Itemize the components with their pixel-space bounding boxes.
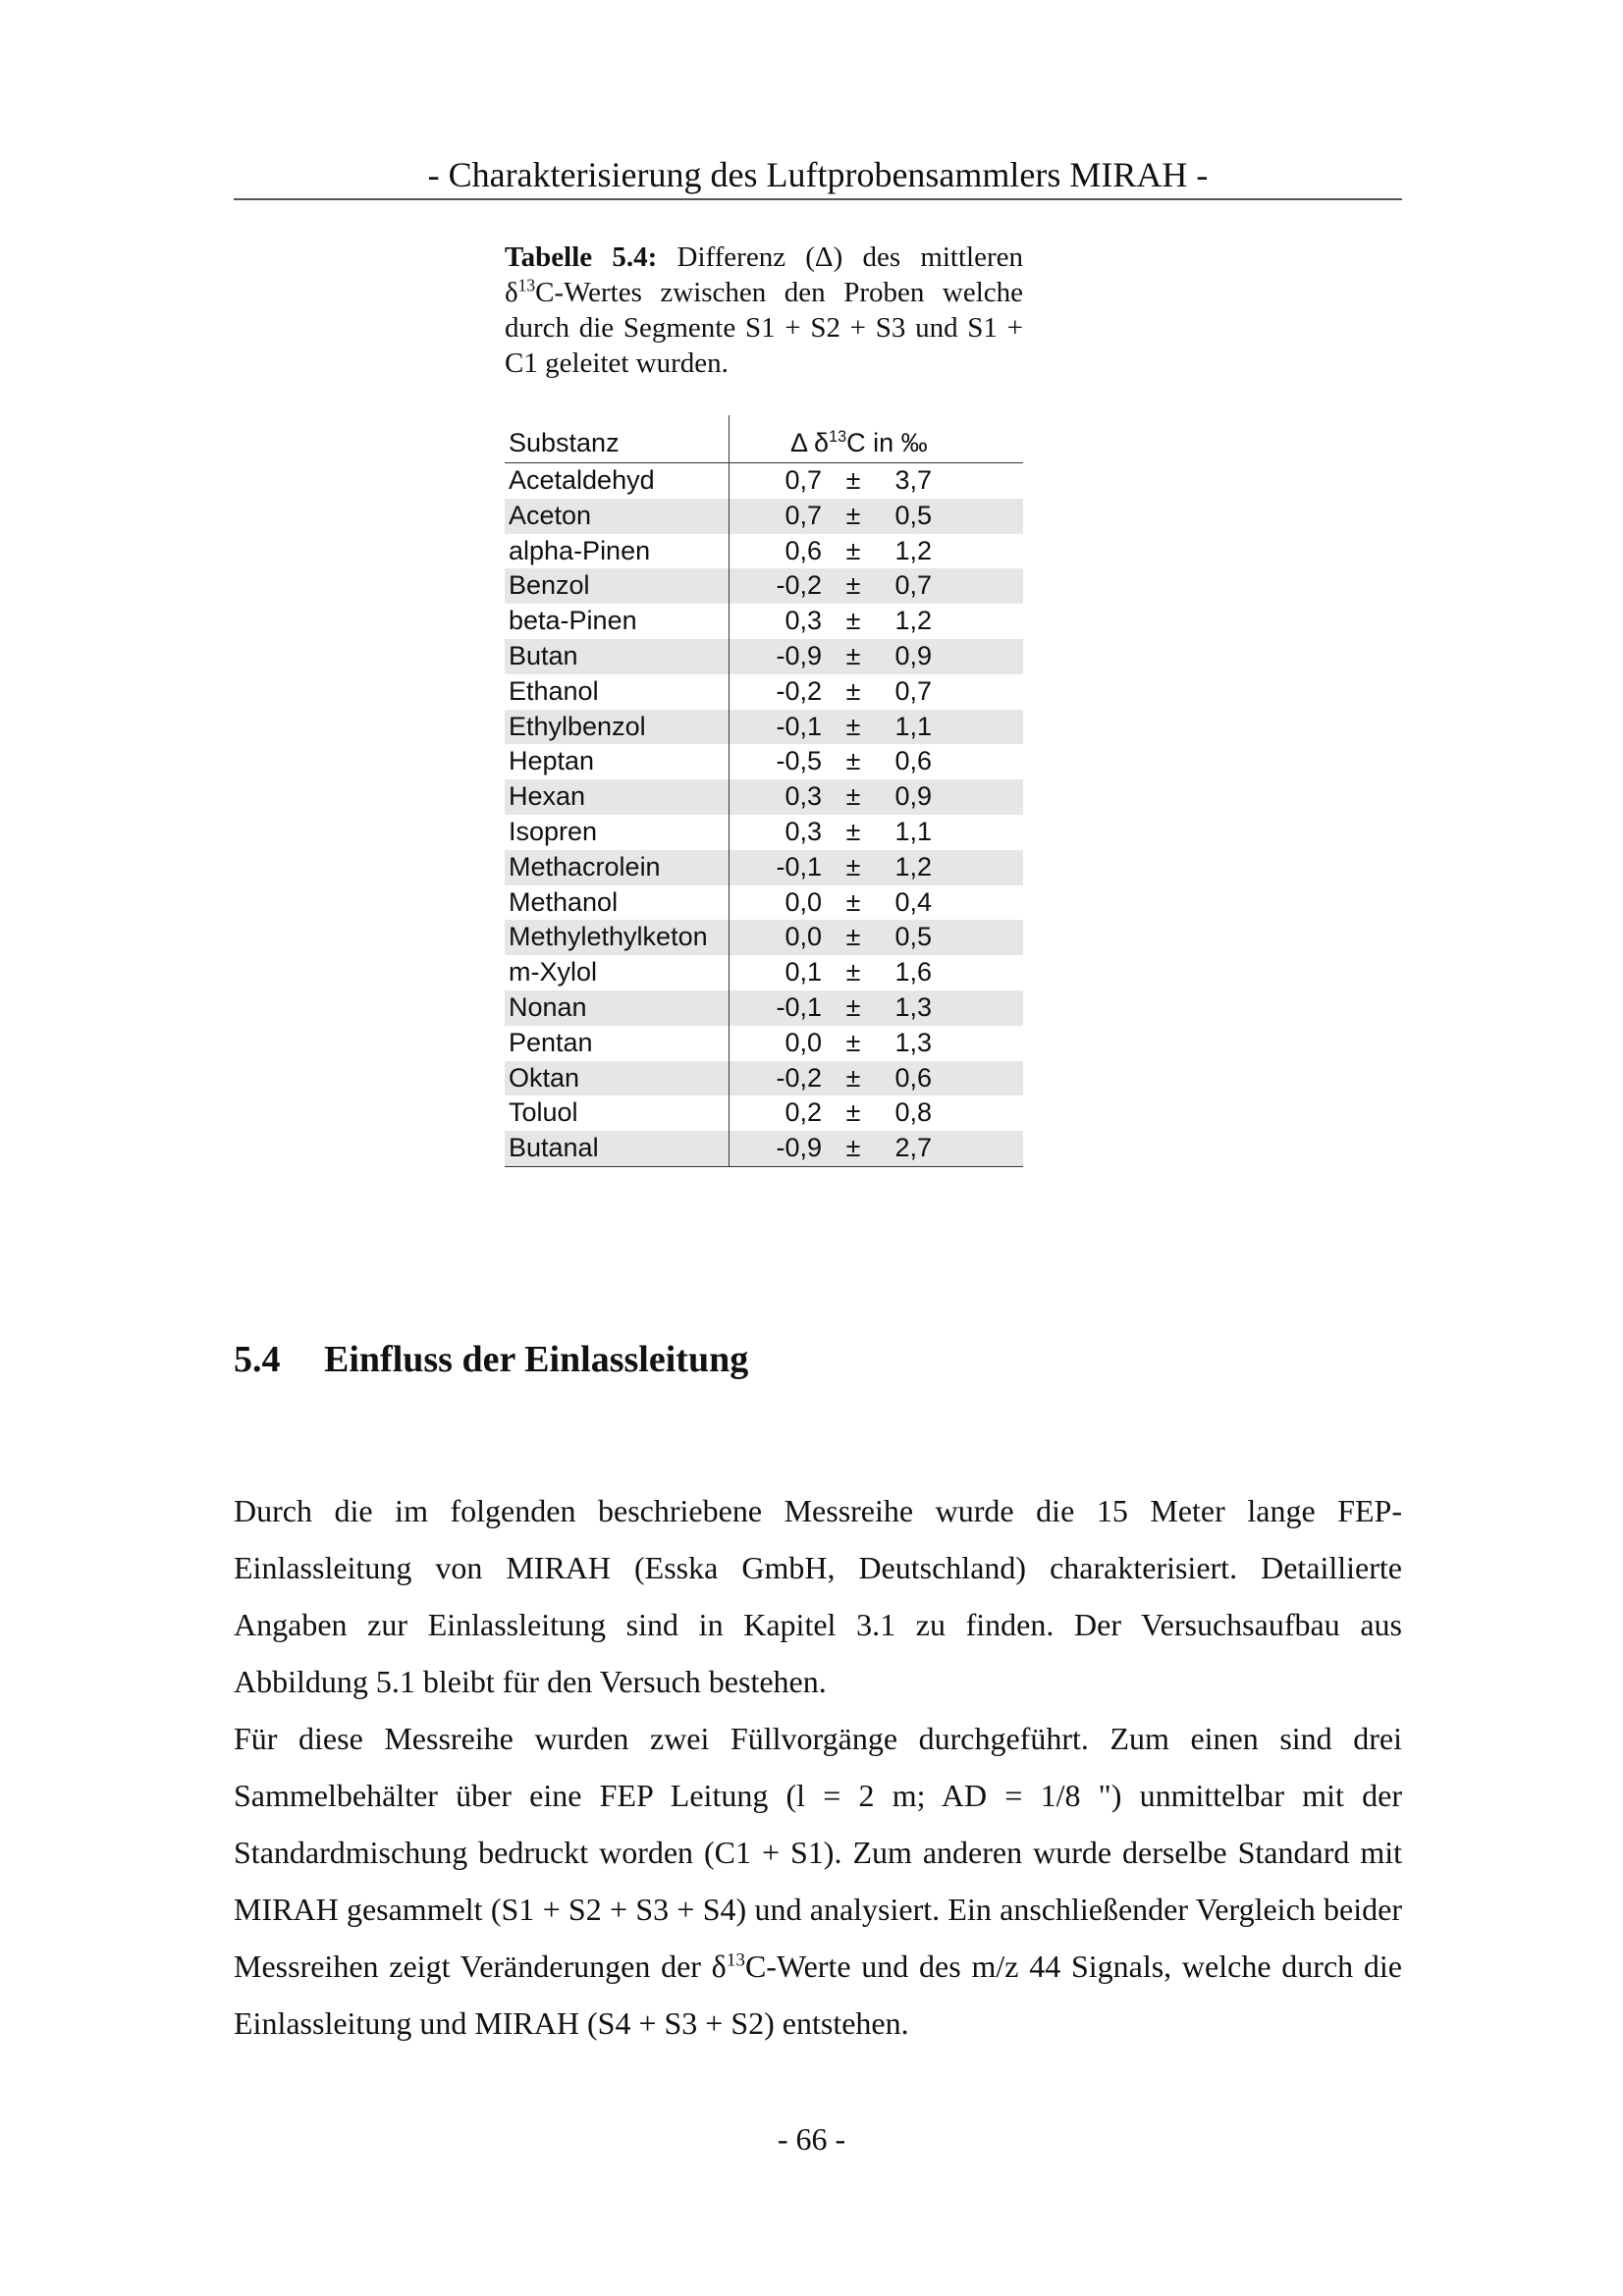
delta-value-cell: -0,2 (776, 675, 822, 706)
substance-cell: Aceton (505, 499, 730, 534)
spacer-cell (938, 850, 1023, 885)
header-delta (730, 415, 1024, 463)
table-row (505, 744, 1023, 779)
plus-minus-cell: ± (828, 920, 879, 955)
table-row (505, 463, 1023, 499)
spacer-cell (938, 990, 1023, 1026)
uncertainty-cell: 1,6 (894, 957, 932, 988)
uncertainty-cell: 0,9 (879, 639, 938, 674)
table-caption-sup: 13 (517, 275, 536, 295)
plus-minus-cell: ± (828, 1061, 879, 1096)
substance-cell: Methanol (505, 885, 730, 921)
substance-cell: Hexan (505, 779, 730, 815)
delta-value-cell: -0,9 (730, 639, 829, 674)
spacer-cell (938, 1061, 1023, 1096)
table-row (505, 674, 1023, 710)
table-row (505, 568, 1023, 604)
table-row (505, 1131, 1023, 1166)
delta-value-cell: 0,7 (730, 499, 829, 534)
plus-minus-cell: ± (845, 746, 861, 776)
table-row (505, 639, 1023, 674)
plus-minus-cell: ± (845, 606, 861, 636)
substance-cell: Heptan (505, 744, 730, 779)
table-row (505, 1095, 1023, 1131)
table-caption-text-a: Differenz (Δ) des mittleren δ (505, 241, 1024, 308)
plus-minus-cell: ± (845, 957, 861, 988)
table-caption-text-b: C-Wertes zwischen den Proben welche durch die Segmente S1 + S2 + S3 und S1 + C1 geleitet wurden. (505, 277, 1023, 379)
uncertainty-cell: 0,7 (894, 675, 932, 706)
delta-value-cell: -0,1 (730, 990, 829, 1026)
spacer-cell (938, 920, 1023, 955)
uncertainty-cell: 2,7 (879, 1131, 938, 1166)
delta-value-cell: 0,3 (784, 816, 822, 846)
table-row (505, 534, 1023, 569)
uncertainty-cell: 0,6 (879, 1061, 938, 1096)
table-row (505, 710, 1023, 745)
uncertainty-cell: 0,9 (879, 779, 938, 815)
paragraph-2-a: Für diese Messreihe wurden zwei Füllvorgänge durchgeführt. Zum einen sind drei Sammelbehälter über eine FEP Leitung (l = 2 m; AD = 1/8 ") unmittelbar mit der Standardmischung bedruckt worden (C1 + S1). Zum anderen wurde derselbe Standard mit MIRAH gesammelt (S1 + S2 + S3 + S4) und analysiert. Ein anschließender Vergleich beider Messreihen zeigt Veränderungen der δ (234, 1721, 1402, 1984)
plus-minus-cell: ± (828, 568, 879, 604)
substance-cell: Butanal (505, 1131, 730, 1166)
substance-cell: Methylethylketon (505, 920, 730, 955)
spacer-cell (938, 744, 1023, 779)
spacer-cell (938, 463, 1023, 499)
plus-minus-cell: ± (828, 990, 879, 1026)
delta-value-cell: -0,2 (730, 1061, 829, 1096)
substance-cell: Pentan (505, 1026, 730, 1061)
plus-minus-cell: ± (845, 675, 861, 706)
plus-minus-cell: ± (845, 535, 861, 565)
substance-cell: Oktan (505, 1061, 730, 1096)
table-row (505, 990, 1023, 1026)
page-number: - 66 - (777, 2121, 846, 2157)
table-caption (505, 240, 1023, 381)
section-heading (234, 1337, 748, 1382)
paragraph-1: Durch die im folgenden beschriebene Messreihe wurde die 15 Meter lange FEP-Einlassleitung von MIRAH (Esska GmbH, Deutschland) charakterisiert. Detaillierte Angaben zur Einlassleitung sind in Kapitel 3.1 zu finden. Der Versuchsaufbau aus Abbildung 5.1 bleibt für den Versuch bestehen. (234, 1493, 1402, 1699)
plus-minus-cell: ± (828, 779, 879, 815)
substance-cell: Nonan (505, 990, 730, 1026)
substance-cell: Toluol (505, 1095, 730, 1131)
spacer-cell (938, 710, 1023, 745)
plus-minus-cell: ± (845, 816, 861, 846)
delta-value-cell: 0,0 (784, 1027, 822, 1057)
header-delta-b: C in ‰ (846, 428, 928, 457)
header-delta-sup: 13 (829, 428, 847, 446)
spacer-cell (938, 1095, 1023, 1131)
delta-value-cell: 0,0 (784, 886, 822, 917)
uncertainty-cell: 1,1 (894, 816, 932, 846)
uncertainty-cell: 0,7 (879, 568, 938, 604)
table-row (505, 604, 1023, 639)
substance-cell: m-Xylol (505, 955, 730, 990)
delta-value-cell: 0,1 (784, 957, 822, 988)
delta-value-cell: 0,6 (784, 535, 822, 565)
plus-minus-cell: ± (845, 1027, 861, 1057)
table-row (505, 815, 1023, 850)
uncertainty-cell: 1,1 (879, 710, 938, 745)
plus-minus-cell: ± (845, 465, 861, 495)
substance-cell: Ethanol (505, 674, 730, 710)
delta-table (505, 415, 1023, 1167)
header-delta-a: Δ δ (790, 428, 830, 457)
delta-value-cell: 0,0 (730, 920, 829, 955)
substance-cell: beta-Pinen (505, 604, 730, 639)
table-row (505, 850, 1023, 885)
substance-cell: Butan (505, 639, 730, 674)
plus-minus-cell: ± (845, 886, 861, 917)
plus-minus-cell: ± (828, 499, 879, 534)
delta-value-cell: -0,9 (730, 1131, 829, 1166)
delta-value-cell: 0,3 (730, 779, 829, 815)
spacer-cell (938, 604, 1023, 639)
substance-cell: Acetaldehyd (505, 463, 730, 499)
table-row (505, 779, 1023, 815)
delta-value-cell: -0,1 (730, 850, 829, 885)
substance-cell: Ethylbenzol (505, 710, 730, 745)
table-row (505, 920, 1023, 955)
spacer-cell (938, 1131, 1023, 1166)
delta-value-cell: 0,3 (784, 606, 822, 636)
uncertainty-cell: 1,2 (894, 535, 932, 565)
spacer-cell (938, 674, 1023, 710)
uncertainty-cell: 1,2 (894, 606, 932, 636)
plus-minus-cell: ± (828, 639, 879, 674)
uncertainty-cell: 0,4 (894, 886, 932, 917)
spacer-cell (938, 568, 1023, 604)
table-row (505, 1026, 1023, 1061)
delta-value-cell: -0,5 (776, 746, 822, 776)
paragraph-2-b: C-Werte und des m/z 44 Signals, welche durch die Einlassleitung und MIRAH (S4 + S3 + S2) entstehen. (234, 1949, 1403, 2041)
delta-value-cell: 0,2 (784, 1097, 822, 1128)
spacer-cell (938, 815, 1023, 850)
plus-minus-cell: ± (845, 1097, 861, 1128)
table-row (505, 885, 1023, 921)
table-caption-label: Tabelle 5.4: (505, 241, 658, 273)
running-header: - Charakterisierung des Luftprobensammlers MIRAH - (234, 153, 1402, 200)
table-header-row (505, 415, 1023, 463)
table-row (505, 1061, 1023, 1096)
table-row (505, 499, 1023, 534)
plus-minus-cell: ± (828, 1131, 879, 1166)
uncertainty-cell: 3,7 (894, 465, 932, 495)
spacer-cell (938, 534, 1023, 569)
substance-cell: Isopren (505, 815, 730, 850)
substance-cell: Methacrolein (505, 850, 730, 885)
delta-value-cell: -0,1 (730, 710, 829, 745)
delta-value-cell: 0,7 (784, 465, 822, 495)
plus-minus-cell: ± (828, 850, 879, 885)
uncertainty-cell: 1,3 (894, 1027, 932, 1057)
paragraph-2-sup: 13 (726, 1949, 745, 1971)
substance-cell: alpha-Pinen (505, 534, 730, 569)
spacer-cell (938, 955, 1023, 990)
plus-minus-cell: ± (828, 710, 879, 745)
uncertainty-cell: 1,3 (879, 990, 938, 1026)
spacer-cell (938, 779, 1023, 815)
spacer-cell (938, 499, 1023, 534)
uncertainty-cell: 0,5 (879, 920, 938, 955)
body-text (234, 1482, 1402, 2052)
spacer-cell (938, 1026, 1023, 1061)
paragraph-2 (234, 1710, 1402, 2052)
spacer-cell (938, 639, 1023, 674)
header-substance: Substanz (505, 415, 730, 463)
table-row (505, 955, 1023, 990)
table-body (505, 463, 1023, 1167)
delta-value-cell: -0,2 (730, 568, 829, 604)
uncertainty-cell: 0,5 (879, 499, 938, 534)
uncertainty-cell: 0,6 (894, 746, 932, 776)
uncertainty-cell: 0,8 (894, 1097, 932, 1128)
substance-cell: Benzol (505, 568, 730, 604)
spacer-cell (938, 885, 1023, 921)
section-title: Einfluss der Einlassleitung (324, 1339, 749, 1380)
section-number: 5.4 (234, 1339, 281, 1380)
uncertainty-cell: 1,2 (879, 850, 938, 885)
